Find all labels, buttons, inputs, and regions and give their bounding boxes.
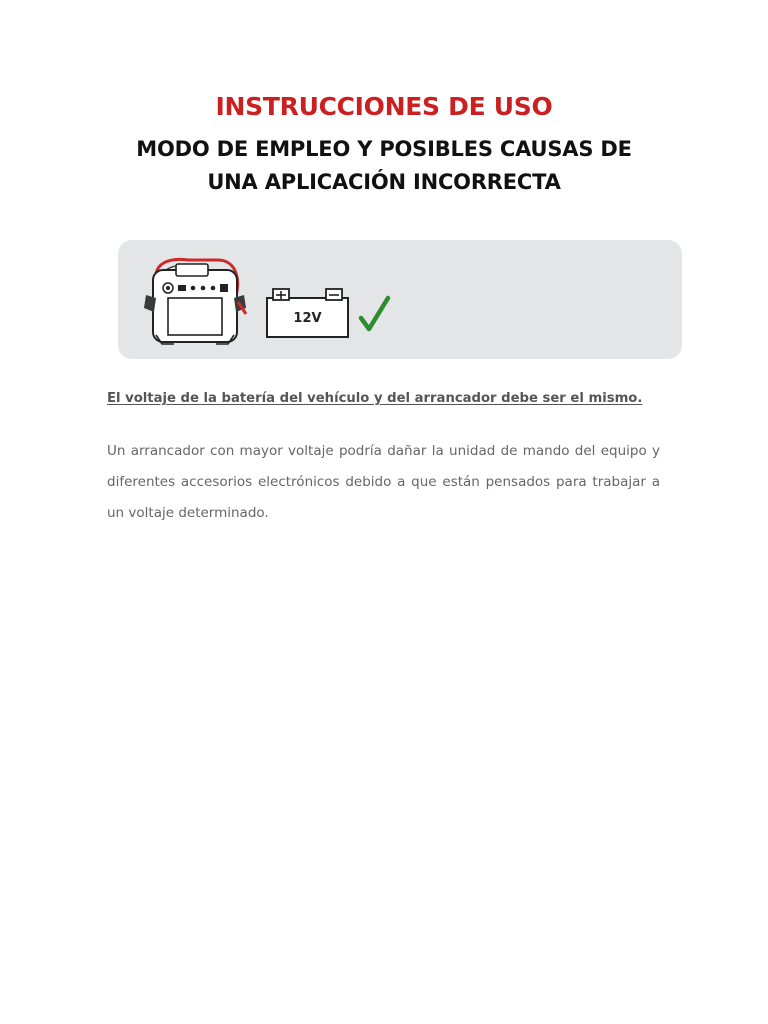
jump-starter-icon: [144, 259, 246, 344]
page-title: INSTRUCCIONES DE USO: [215, 92, 553, 121]
battery-label: 12V: [293, 311, 322, 326]
explanation-paragraph: Un arrancador con mayor voltaje podría dañar la unidad de mando del equipo y diferentes accesorios electrónicos debido a que están pensados para trabajar a un voltaje determinado.: [107, 443, 660, 521]
checkmark-icon: [361, 298, 388, 329]
subtitle-line-1: MODO DE EMPLEO Y POSIBLES CAUSAS DE: [136, 137, 632, 161]
illustration-graphic: [118, 240, 682, 359]
voltage-illustration: [118, 240, 682, 359]
voltage-rule: El voltaje de la batería del vehículo y del arrancador debe ser el mismo.: [107, 391, 643, 406]
battery-icon: [267, 289, 348, 337]
subtitle-line-2: UNA APLICACIÓN INCORRECTA: [207, 170, 561, 194]
page-subtitle: [0, 133, 768, 199]
